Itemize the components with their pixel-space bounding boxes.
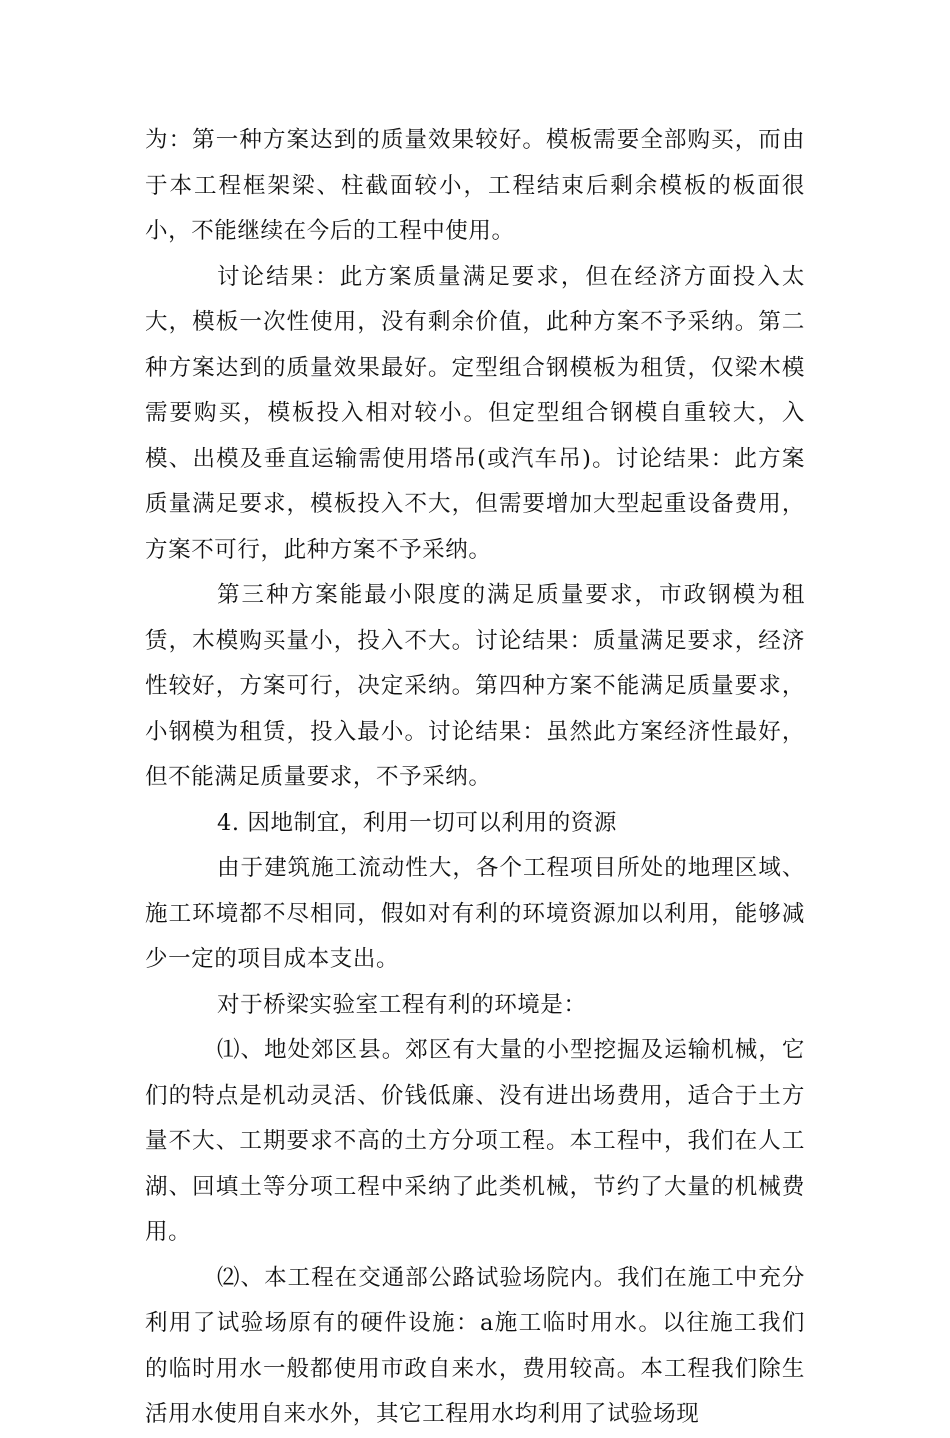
paragraph-1: 为：第一种方案达到的质量效果较好。模板需要全部购买，而由于本工程框架梁、柱截面较小，工程结束后剩余模板的板面很小，不能继续在今后的工程中使用。 xyxy=(145,127,805,244)
paragraph-5: 由于建筑施工流动性大，各个工程项目所处的地理区域、施工环境都不尽相同，假如对有利的环境资源加以利用，能够减少一定的项目成本支出。 xyxy=(145,855,805,972)
paragraph-2: 讨论结果：此方案质量满足要求，但在经济方面投入太大，模板一次性使用，没有剩余价值，此种方案不予采纳。第二种方案达到的质量效果最好。定型组合钢模板为租赁，仅梁木模需要购买，模板投入相对较小。但定型组合钢模自重较大，入模、出模及垂直运输需使用塔吊(或汽车吊)。讨论结果：此方案质量满足要求，模板投入不大，但需要增加大型起重设备费用，方案不可行，此种方案不予采纳。 xyxy=(145,263,805,563)
list-item-1: ⑴、地处郊区县。郊区有大量的小型挖掘及运输机械，它们的特点是机动灵活、价钱低廉、没有进出场费用，适合于土方量不大、工期要求不高的土方分项工程。本工程中，我们在人工湖、回填土等分项工程中采纳了此类机械，节约了大量的机械费用。 xyxy=(145,1037,805,1245)
paragraph-3: 第三种方案能最小限度的满足质量要求，市政钢模为租赁，木模购买量小，投入不大。讨论结果：质量满足要求，经济性较好，方案可行，决定采纳。第四种方案不能满足质量要求，小钢模为租赁，投入最小。讨论结果：虽然此方案经济性最好，但不能满足质量要求，不予采纳。 xyxy=(145,582,805,790)
document-page xyxy=(145,118,805,1438)
list-item-2: ⑵、本工程在交通部公路试验场院内。我们在施工中充分利用了试验场原有的硬件设施：a施工临时用水。以往施工我们的临时用水一般都使用市政自来水，费用较高。本工程我们除生活用水使用自来水外，其它工程用水均利用了试验场现 xyxy=(145,1264,805,1427)
section-heading-4: 4. 因地制宜，利用一切可以利用的资源 xyxy=(217,809,618,836)
paragraph-6: 对于桥梁实验室工程有利的环境是： xyxy=(217,991,587,1018)
